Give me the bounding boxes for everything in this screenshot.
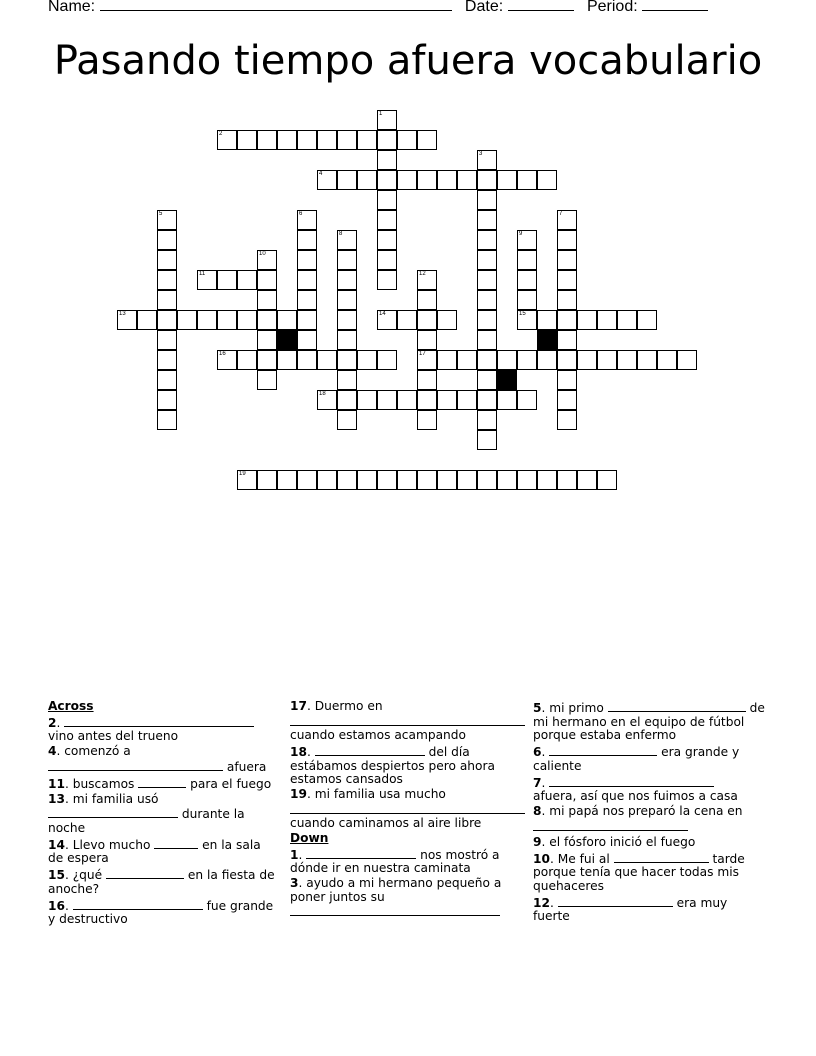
date-label: Date: [464, 0, 504, 15]
crossword-cell[interactable] [337, 470, 357, 490]
crossword-cell[interactable] [517, 350, 537, 370]
crossword-cell[interactable] [517, 290, 537, 310]
crossword-cell[interactable] [477, 330, 497, 350]
clue-number: 14 [379, 311, 386, 317]
clue-6: 6. era grande y caliente [533, 745, 740, 773]
crossword-cell[interactable] [437, 350, 457, 370]
crossword-cell[interactable] [337, 290, 357, 310]
clue-number: 19 [239, 471, 246, 477]
clue-15: 15. ¿qué en la fiesta de anoche? [48, 868, 275, 896]
crossword-cell[interactable] [257, 370, 277, 390]
crossword-cell[interactable] [637, 310, 657, 330]
crossword-cell[interactable] [497, 170, 517, 190]
answer-blank[interactable] [106, 867, 184, 879]
clue-text: era muy fuerte [533, 895, 728, 923]
page-title: Pasando tiempo afuera vocabulario [53, 38, 763, 84]
crossword-cell[interactable] [477, 190, 497, 210]
crossword-cell[interactable] [377, 310, 397, 330]
crossword-cell[interactable] [377, 190, 397, 210]
clue-number: 17 [419, 351, 426, 357]
crossword-cell[interactable] [337, 350, 357, 370]
crossword-cell[interactable] [317, 170, 337, 190]
answer-blank[interactable] [558, 895, 673, 907]
crossword-cell[interactable] [537, 350, 557, 370]
black-cell [497, 370, 517, 390]
clue-3: 3. ayudo a mi hermano pequeño a poner juntos su [290, 877, 528, 920]
crossword-cell[interactable] [337, 330, 357, 350]
crossword-cell[interactable] [337, 250, 357, 270]
clue-number: 15 [519, 311, 526, 317]
clue-14: 14. Llevo mucho en la sala de espera [48, 837, 261, 865]
crossword-cell[interactable] [517, 470, 537, 490]
crossword-cell[interactable] [157, 230, 177, 250]
crossword-cell[interactable] [157, 410, 177, 430]
answer-blank[interactable] [154, 837, 198, 849]
clue-number-label: 15 [48, 868, 65, 882]
crossword-cell[interactable] [597, 310, 617, 330]
crossword-cell[interactable] [357, 130, 377, 150]
crossword-cell[interactable] [557, 230, 577, 250]
clue-number-label: 10 [533, 851, 550, 866]
clue-text: fue grande y destructivo [48, 898, 274, 926]
crossword-cell[interactable] [557, 350, 577, 370]
crossword-cell[interactable] [557, 270, 577, 290]
clue-text: cuando estamos acampando [290, 728, 466, 742]
crossword-cell[interactable] [617, 350, 637, 370]
clue-text: nos mostró a dónde ir en nuestra caminata [290, 847, 500, 875]
crossword-cell[interactable] [397, 130, 417, 150]
crossword-cell[interactable] [477, 350, 497, 370]
clue-number-label: 8 [533, 804, 542, 818]
crossword-cell[interactable] [497, 470, 517, 490]
crossword-cell[interactable] [257, 130, 277, 150]
crossword-cell[interactable] [297, 290, 317, 310]
crossword-cell[interactable] [557, 390, 577, 410]
clue-number: 11 [199, 271, 206, 277]
clue-5: 5. mi primo de mi hermano en el equipo de fútbol porque estaba enfermo [533, 701, 765, 742]
crossword-cell[interactable] [377, 470, 397, 490]
crossword-cell[interactable] [477, 390, 497, 410]
crossword-cell[interactable] [417, 470, 437, 490]
clue-number-label: 16 [48, 898, 65, 913]
crossword-cell[interactable] [477, 250, 497, 270]
clue-number-label: 12 [533, 895, 550, 910]
answer-blank[interactable] [290, 714, 525, 726]
crossword-cell[interactable] [317, 390, 337, 410]
crossword-cell[interactable] [557, 250, 577, 270]
crossword-cell[interactable] [197, 270, 217, 290]
crossword-cell[interactable] [557, 330, 577, 350]
crossword-cell[interactable] [397, 390, 417, 410]
crossword-cell[interactable] [417, 270, 437, 290]
crossword-cell[interactable] [357, 390, 377, 410]
crossword-cell[interactable] [237, 350, 257, 370]
crossword-cell[interactable] [377, 110, 397, 130]
crossword-cell[interactable] [577, 310, 597, 330]
clue-text: en la fiesta de anoche? [48, 868, 275, 896]
answer-blank[interactable] [64, 715, 254, 727]
crossword-grid [0, 0, 816, 520]
crossword-cell[interactable] [337, 410, 357, 430]
crossword-cell[interactable] [237, 310, 257, 330]
across-heading: Across [48, 699, 94, 713]
crossword-cell[interactable] [217, 350, 237, 370]
crossword-cell[interactable] [457, 170, 477, 190]
crossword-cell[interactable] [397, 470, 417, 490]
crossword-cell[interactable] [297, 350, 317, 370]
crossword-cell[interactable] [557, 410, 577, 430]
crossword-cell[interactable] [517, 390, 537, 410]
crossword-cell[interactable] [377, 170, 397, 190]
crossword-cell[interactable] [517, 270, 537, 290]
crossword-cell[interactable] [257, 350, 277, 370]
crossword-cell[interactable] [477, 170, 497, 190]
crossword-cell[interactable] [557, 370, 577, 390]
crossword-cell[interactable] [617, 310, 637, 330]
clue-text: afuera [226, 759, 267, 774]
crossword-cell[interactable] [517, 250, 537, 270]
crossword-cell[interactable] [557, 310, 577, 330]
crossword-cell[interactable] [357, 170, 377, 190]
clue-number: 13 [119, 311, 126, 317]
crossword-cell[interactable] [517, 170, 537, 190]
clue-number-label: 7 [533, 775, 542, 790]
crossword-cell[interactable] [297, 230, 317, 250]
clue-number-label: 11 [48, 776, 65, 791]
clue-number-label: 1 [290, 847, 299, 862]
crossword-cell[interactable] [257, 310, 277, 330]
crossword-cell[interactable] [317, 350, 337, 370]
answer-blank[interactable] [549, 775, 714, 787]
crossword-cell[interactable] [437, 390, 457, 410]
name-label: Name: [48, 0, 96, 15]
crossword-cell[interactable] [417, 310, 437, 330]
crossword-cell[interactable] [477, 210, 497, 230]
crossword-cell[interactable] [377, 390, 397, 410]
clue-number: 6 [299, 211, 303, 217]
crossword-cell[interactable] [517, 230, 537, 250]
crossword-cell[interactable] [357, 470, 377, 490]
crossword-cell[interactable] [317, 130, 337, 150]
clue-text: vino antes del trueno [48, 729, 179, 743]
crossword-cell[interactable] [217, 130, 237, 150]
crossword-cell[interactable] [457, 470, 477, 490]
crossword-cell[interactable] [257, 250, 277, 270]
clue-text: cuando caminamos al aire libre [290, 816, 482, 830]
crossword-cell[interactable] [577, 350, 597, 370]
crossword-cell[interactable] [277, 310, 297, 330]
crossword-cell[interactable] [417, 330, 437, 350]
crossword-cell[interactable] [477, 150, 497, 170]
clue-text: para el fuego [190, 776, 272, 791]
clue-8: 8. mi papá nos preparó la cena en [533, 805, 765, 834]
clue-17: 17. Duermo en cuando estamos acampando [290, 700, 528, 743]
crossword-cell[interactable] [417, 170, 437, 190]
clue-number-label: 3 [290, 876, 299, 890]
clue-text: afuera, así que nos fuimos a casa [533, 789, 738, 803]
crossword-cell[interactable] [557, 210, 577, 230]
crossword-cell[interactable] [597, 470, 617, 490]
crossword-cell[interactable] [337, 390, 357, 410]
clue-number-label: 18 [290, 745, 307, 759]
crossword-cell[interactable] [157, 390, 177, 410]
crossword-cell[interactable] [477, 430, 497, 450]
crossword-cell[interactable] [557, 290, 577, 310]
crossword-cell[interactable] [417, 390, 437, 410]
clue-number-label: 14 [48, 837, 65, 852]
clues-column-3 [533, 700, 765, 925]
black-cell [277, 330, 297, 350]
answer-blank[interactable] [48, 759, 223, 771]
crossword-cell[interactable] [477, 410, 497, 430]
crossword-cell[interactable] [477, 270, 497, 290]
clue-text: del día estábamos despiertos pero ahora estamos cansados [290, 745, 495, 786]
clue-number: 10 [259, 251, 266, 257]
crossword-cell[interactable] [177, 310, 197, 330]
clue-12: 12. era muy fuerte [533, 895, 728, 923]
crossword-cell[interactable] [217, 270, 237, 290]
crossword-cell[interactable] [237, 470, 257, 490]
crossword-cell[interactable] [377, 350, 397, 370]
clue-19: 19. mi familia usa mucho cuando caminamos al aire libre [290, 788, 528, 831]
crossword-cell[interactable] [157, 270, 177, 290]
crossword-cell[interactable] [277, 130, 297, 150]
crossword-cell[interactable] [337, 310, 357, 330]
crossword-cell[interactable] [377, 270, 397, 290]
crossword-cell[interactable] [477, 370, 497, 390]
crossword-cell[interactable] [457, 350, 477, 370]
answer-blank[interactable] [315, 744, 425, 756]
crossword-cell[interactable] [377, 130, 397, 150]
clue-10: 10. Me fui al tarde porque tenía que hacer todas mis quehaceres [533, 851, 745, 893]
clue-9: 9. el fósforo inició el fuego [533, 834, 696, 849]
clue-number-label: 4 [48, 744, 57, 758]
crossword-cell[interactable] [437, 170, 457, 190]
answer-blank[interactable] [73, 898, 203, 910]
crossword-cell[interactable] [157, 350, 177, 370]
clue-11: 11. buscamos para el fuego [48, 776, 272, 791]
clue-number: 12 [419, 271, 426, 277]
clue-number: 7 [559, 211, 563, 217]
crossword-cell[interactable] [417, 370, 437, 390]
period-label: Period: [586, 0, 638, 15]
clue-number-label: 9 [533, 834, 542, 849]
answer-blank[interactable] [549, 744, 657, 756]
clue-18: 18. del día estábamos despiertos pero ahora estamos cansados [290, 745, 495, 786]
crossword-cell[interactable] [297, 470, 317, 490]
crossword-cell[interactable] [337, 170, 357, 190]
crossword-cell[interactable] [257, 270, 277, 290]
clue-1: 1. nos mostró a dónde ir en nuestra caminata [290, 847, 500, 875]
crossword-cell[interactable] [457, 390, 477, 410]
crossword-cell[interactable] [257, 290, 277, 310]
crossword-cell[interactable] [477, 230, 497, 250]
down-heading: Down [290, 831, 329, 845]
crossword-cell[interactable] [437, 310, 457, 330]
crossword-cell[interactable] [577, 470, 597, 490]
crossword-cell[interactable] [537, 310, 557, 330]
crossword-cell[interactable] [517, 310, 537, 330]
crossword-cell[interactable] [137, 310, 157, 330]
clue-number: 18 [319, 391, 326, 397]
answer-blank[interactable] [290, 802, 525, 814]
crossword-cell[interactable] [397, 170, 417, 190]
answer-blank[interactable] [614, 851, 709, 863]
crossword-cell[interactable] [377, 150, 397, 170]
clue-number: 1 [379, 111, 383, 117]
answer-blank[interactable] [290, 904, 500, 916]
crossword-cell[interactable] [637, 350, 657, 370]
clue-number: 3 [479, 151, 483, 157]
crossword-cell[interactable] [317, 470, 337, 490]
crossword-cell[interactable] [297, 270, 317, 290]
answer-blank[interactable] [608, 700, 746, 712]
clue-number: 2 [219, 131, 223, 137]
clue-text: era grande y caliente [533, 745, 740, 773]
crossword-cell[interactable] [297, 330, 317, 350]
answer-blank[interactable] [533, 819, 688, 831]
clue-text: durante la noche [48, 807, 245, 835]
crossword-cell[interactable] [477, 310, 497, 330]
crossword-cell[interactable] [477, 470, 497, 490]
crossword-cell[interactable] [557, 470, 577, 490]
crossword-cell[interactable] [297, 210, 317, 230]
crossword-cell[interactable] [297, 310, 317, 330]
crossword-cell[interactable] [157, 370, 177, 390]
crossword-cell[interactable] [417, 290, 437, 310]
crossword-cell[interactable] [257, 330, 277, 350]
crossword-cell[interactable] [537, 170, 557, 190]
crossword-cell[interactable] [377, 210, 397, 230]
clue-number-label: 2 [48, 715, 57, 730]
crossword-cell[interactable] [337, 130, 357, 150]
clue-number-label: 13 [48, 791, 65, 806]
clue-text: de mi hermano en el equipo de fútbol porque estaba enfermo [533, 701, 765, 742]
clue-number-label: 17 [290, 699, 307, 713]
crossword-cell[interactable] [277, 350, 297, 370]
crossword-cell[interactable] [157, 310, 177, 330]
clue-number: 16 [219, 351, 226, 357]
crossword-cell[interactable] [297, 130, 317, 150]
answer-blank[interactable] [138, 776, 186, 788]
crossword-cell[interactable] [497, 390, 517, 410]
crossword-cell[interactable] [297, 250, 317, 270]
black-cell [537, 330, 557, 350]
crossword-cell[interactable] [397, 310, 417, 330]
clue-number-label: 5 [533, 701, 542, 715]
clue-13: 13. mi familia usó durante la noche [48, 791, 245, 835]
clue-4: 4. comenzó a afuera [48, 744, 267, 774]
clues-column-2 [290, 700, 528, 921]
clue-number: 4 [319, 171, 323, 177]
crossword-cell[interactable] [237, 130, 257, 150]
crossword-cell[interactable] [477, 290, 497, 310]
clue-2: 2. vino antes del trueno [48, 715, 276, 744]
crossword-cell[interactable] [497, 350, 517, 370]
answer-blank[interactable] [306, 847, 416, 859]
crossword-cell[interactable] [677, 350, 697, 370]
clue-number-label: 6 [533, 745, 542, 759]
clue-16: 16. fue grande y destructivo [48, 898, 274, 926]
crossword-cell[interactable] [237, 270, 257, 290]
crossword-cell[interactable] [377, 230, 397, 250]
crossword-cell[interactable] [157, 290, 177, 310]
clue-number-label: 19 [290, 787, 307, 801]
clue-text: en la sala de espera [48, 837, 261, 865]
crossword-cell[interactable] [337, 270, 357, 290]
crossword-cell[interactable] [417, 350, 437, 370]
crossword-cell[interactable] [597, 350, 617, 370]
clue-number: 9 [519, 231, 523, 237]
crossword-cell[interactable] [417, 130, 437, 150]
crossword-cell[interactable] [417, 410, 437, 430]
clue-7: 7. afuera, así que nos fuimos a casa [533, 775, 738, 803]
clue-number: 5 [159, 211, 163, 217]
crossword-cell[interactable] [217, 310, 237, 330]
crossword-cell[interactable] [157, 250, 177, 270]
crossword-cell[interactable] [117, 310, 137, 330]
crossword-cell[interactable] [357, 350, 377, 370]
crossword-cell[interactable] [157, 330, 177, 350]
crossword-cell[interactable] [537, 470, 557, 490]
clue-number: 8 [339, 231, 343, 237]
answer-blank[interactable] [48, 806, 178, 818]
crossword-cell[interactable] [257, 470, 277, 490]
clue-text: tarde porque tenía que hacer todas mis quehaceres [533, 851, 745, 893]
crossword-cell[interactable] [157, 210, 177, 230]
crossword-cell[interactable] [197, 310, 217, 330]
crossword-cell[interactable] [657, 350, 677, 370]
crossword-cell[interactable] [377, 250, 397, 270]
crossword-cell[interactable] [277, 470, 297, 490]
clues-column-1 [48, 700, 276, 928]
crossword-cell[interactable] [337, 370, 357, 390]
crossword-cell[interactable] [437, 470, 457, 490]
crossword-cell[interactable] [337, 230, 357, 250]
